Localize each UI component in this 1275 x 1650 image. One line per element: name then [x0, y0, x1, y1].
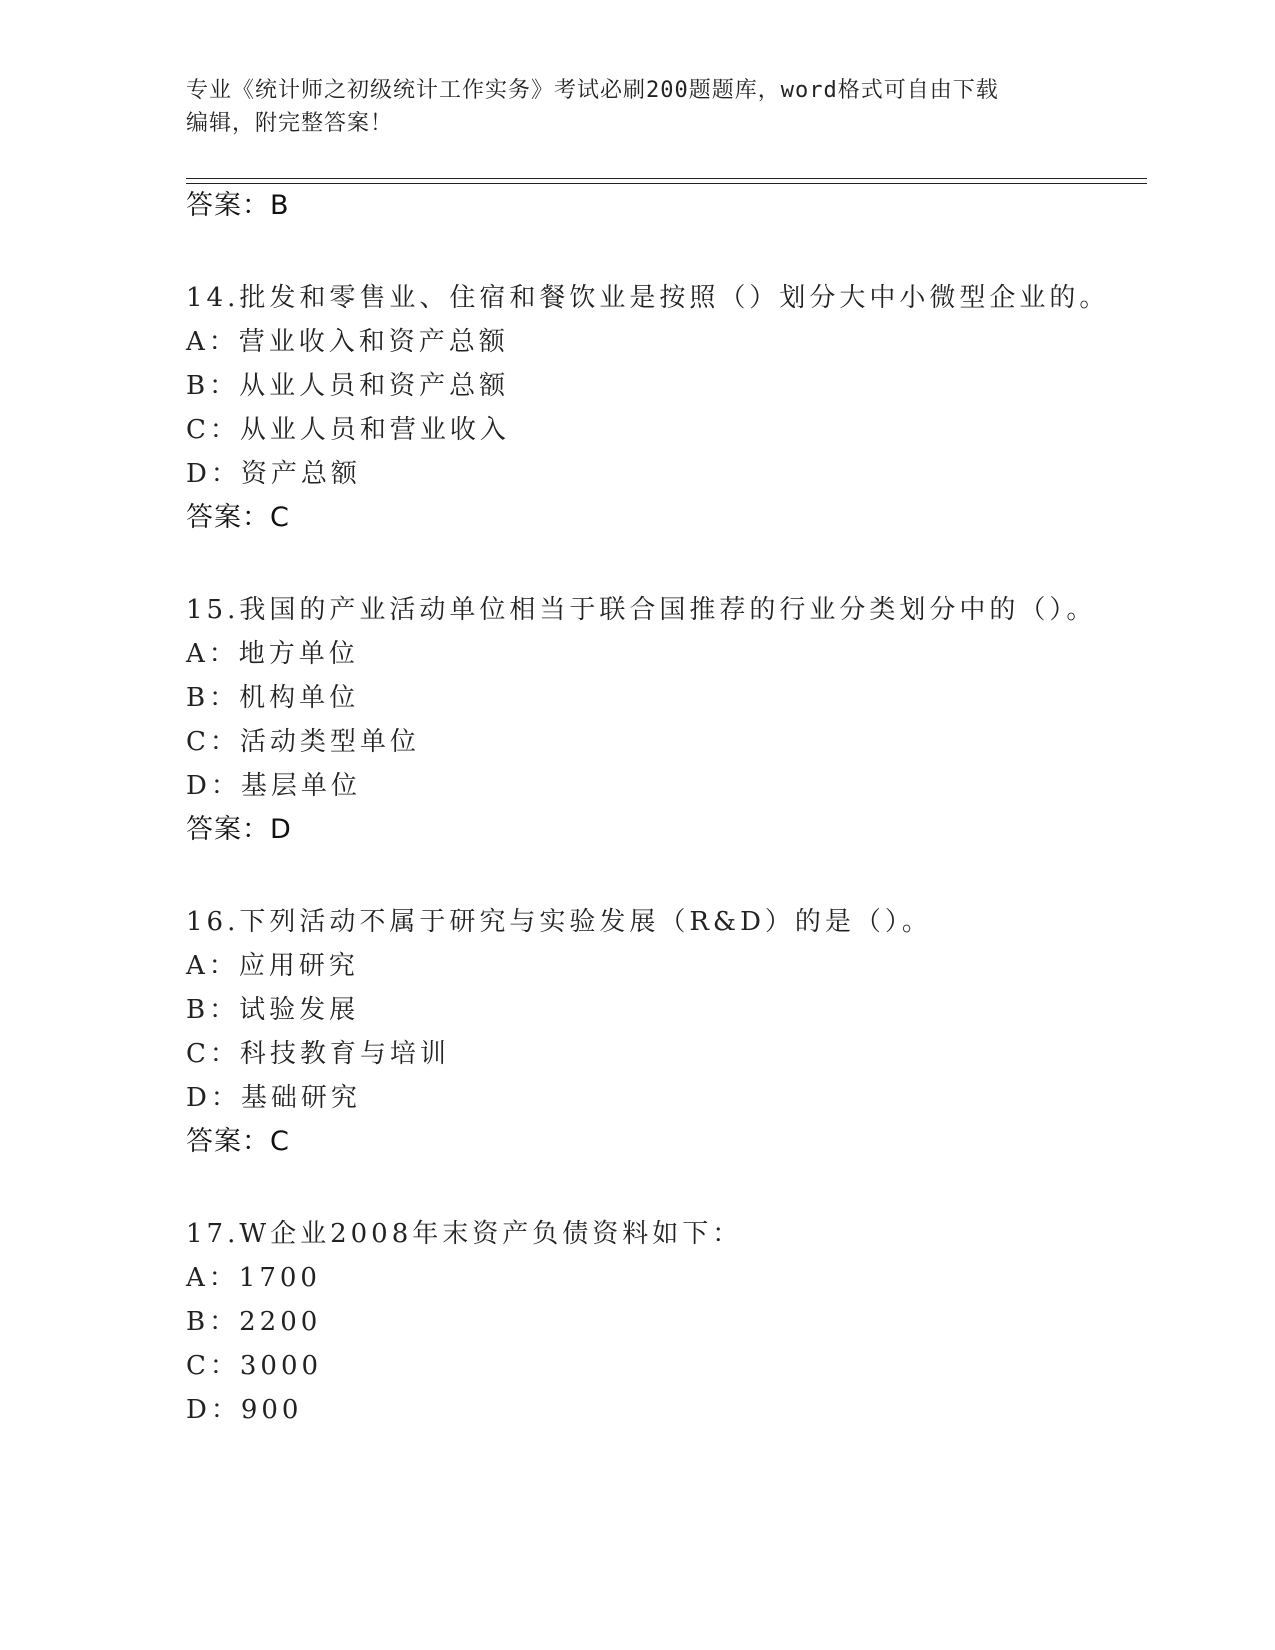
- question-16-option-d: D：基础研究: [186, 1083, 361, 1113]
- question-17-option-b: B：2200: [186, 1307, 322, 1337]
- header-line-2: 编辑，附完整答案！: [186, 111, 394, 136]
- question-15-stem: 15.我国的产业活动单位相当于联合国推荐的行业分类划分中的（）。: [186, 595, 1097, 625]
- question-16-option-a: A：应用研究: [186, 951, 359, 981]
- question-14-answer: 答案：C: [186, 502, 290, 533]
- document-header: [186, 74, 1066, 140]
- question-17-option-c: C：3000: [186, 1351, 323, 1381]
- previous-answer: 答案：B: [186, 190, 290, 221]
- question-15-option-d: D：基层单位: [186, 771, 361, 801]
- question-16-stem: 16.下列活动不属于研究与实验发展（R&D）的是（）。: [186, 907, 932, 937]
- question-14-option-c: C：从业人员和营业收入: [186, 415, 510, 445]
- question-15-option-c: C：活动类型单位: [186, 727, 420, 757]
- question-14-option-d: D：资产总额: [186, 459, 361, 489]
- question-14-option-a: A：营业收入和资产总额: [186, 327, 509, 357]
- question-17-option-a: A：1700: [186, 1263, 321, 1293]
- question-16-option-c: C：科技教育与培训: [186, 1039, 450, 1069]
- header-divider-top: [186, 178, 1147, 179]
- question-15-option-b: B：机构单位: [186, 683, 360, 713]
- question-14-stem: 14.批发和零售业、住宿和餐饮业是按照（）划分大中小微型企业的。: [186, 283, 1110, 313]
- question-17-stem: 17.W企业2008年末资产负债资料如下：: [186, 1219, 743, 1249]
- question-16-option-b: B：试验发展: [186, 995, 360, 1025]
- header-line-1: 专业《统计师之初级统计工作实务》考试必刷200题题库，word格式可自由下载: [186, 78, 999, 103]
- question-15-answer: 答案：D: [186, 814, 292, 845]
- question-16-answer: 答案：C: [186, 1126, 290, 1157]
- question-17-option-d: D：900: [186, 1395, 303, 1425]
- question-14-option-b: B：从业人员和资产总额: [186, 371, 510, 401]
- question-15-option-a: A：地方单位: [186, 639, 359, 669]
- header-divider-bottom: [186, 183, 1147, 184]
